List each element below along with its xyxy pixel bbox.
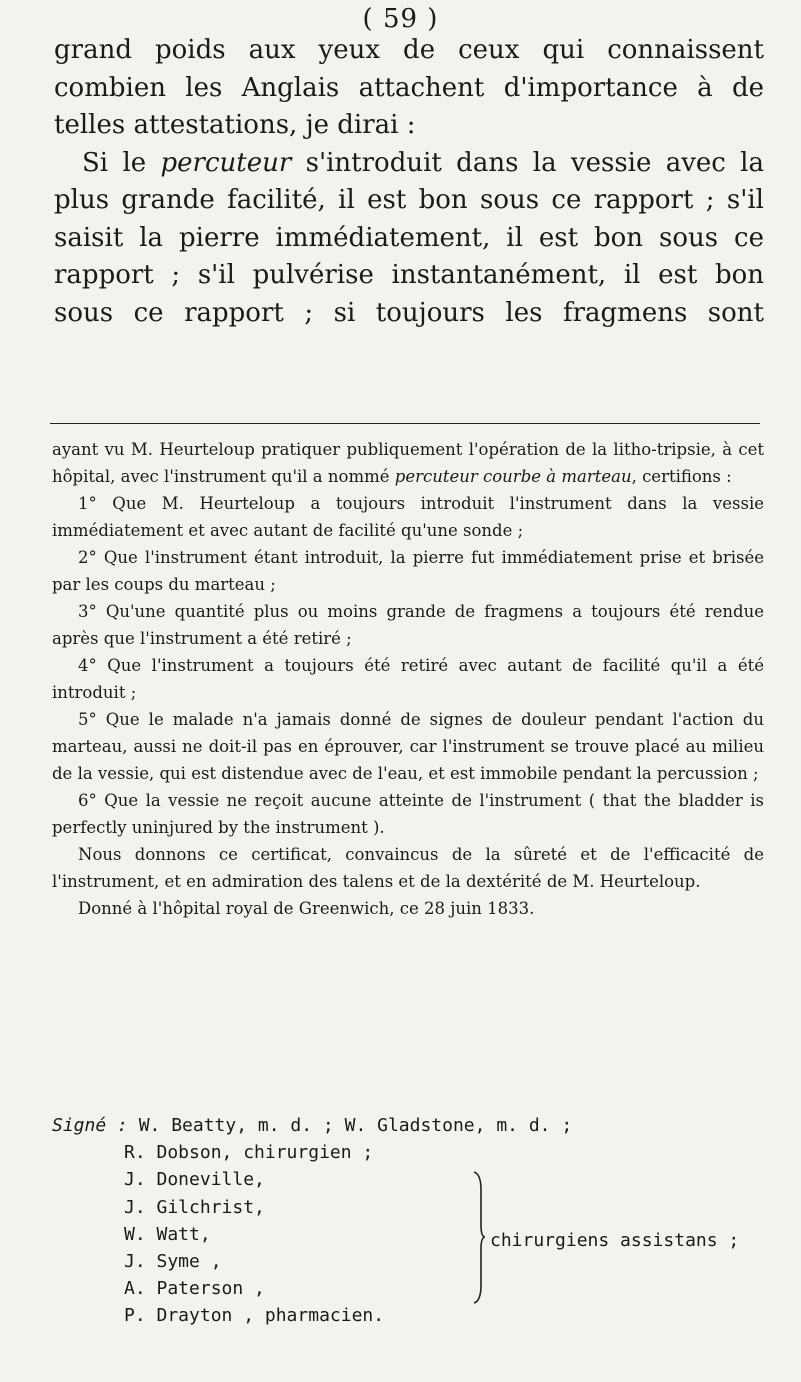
signature-name (52, 1248, 764, 1275)
text-line-3: telles attestations, je dirai : (54, 110, 416, 140)
text-line-2: combien les Anglais attachent d'importance à de (54, 72, 764, 103)
intro-start: ayant vu M. Heurteloup pratiquer publiquement l'opération de la litho-tripsie, à cet hôpital, avec l'instrument qu'il a nommé (52, 440, 764, 486)
main-text (54, 32, 764, 332)
signature-text: W. Watt, (124, 1223, 211, 1245)
paragraph-rest: s'introduit dans la vessie avec la plus grande facilité, il est bon sous ce rapport ; s'il saisit la pierre immédiatement, il est bon sous ce rapport ; s'il pulvérise instantanément, il est bon sous ce rapport ; si toujours les fragmens sont (54, 147, 764, 328)
surgeons-group-label: chirurgiens assistans ; (490, 1230, 740, 1251)
signature-name (52, 1139, 764, 1166)
footnote-block (52, 436, 764, 922)
page-number: ( 59 ) (362, 4, 439, 34)
signature-text: R. Dobson, chirurgien ; (124, 1142, 374, 1164)
signature-text: A. Paterson , (124, 1278, 265, 1300)
paragraph-lead: Si le (82, 147, 161, 178)
intro-end: , certifions : (631, 467, 732, 486)
signature-text: J. Gilchrist, (124, 1196, 265, 1218)
signature-text: P. Drayton , pharmacien. (124, 1305, 385, 1327)
paragraph-percuteur (54, 145, 764, 333)
grouping-brace (472, 1170, 486, 1305)
certificate-item-2: 2° Que l'instrument étant introduit, la pierre fut immédiatement prise et brisée par les coups du marteau ; (52, 548, 764, 594)
certificate-item-6: 6° Que la vessie ne reçoit aucune atteinte de l'instrument ( that the bladder is perfectly uninjured by the instrument ). (52, 791, 764, 837)
signature-name (52, 1275, 764, 1302)
text-line-1: grand poids aux yeux de ceux qui connaissent (54, 35, 764, 65)
certificate-date: Donné à l'hôpital royal de Greenwich, ce 28 juin 1833. (78, 899, 535, 918)
signature-name (52, 1302, 764, 1329)
signature-text: J. Syme , (124, 1251, 222, 1273)
signature-name (52, 1166, 764, 1193)
signature-first: W. Beatty, m. d. ; W. Gladstone, m. d. ; (138, 1115, 573, 1136)
intro-term: percuteur courbe à marteau (394, 467, 632, 486)
signature-label: Signé : (52, 1115, 128, 1136)
certificate-item-4: 4° Que l'instrument a toujours été retiré avec autant de facilité qu'il a été introduit ; (52, 656, 764, 702)
footnote-intro (52, 436, 764, 490)
certificate-statement: Nous donnons ce certificat, convaincus de la sûreté et de l'efficacité de l'instrument, et en admiration des talens et de la dextérité de M. Heurteloup. (52, 845, 764, 891)
term-percuteur: percuteur (160, 147, 292, 178)
certificate-item-1: 1° Que M. Heurteloup a toujours introduit l'instrument dans la vessie immédiatement et avec autant de facilité qu'une sonde ; (52, 494, 764, 540)
signature-block (52, 1112, 764, 1330)
signature-text: J. Doneville, (124, 1169, 265, 1191)
certificate-item-3: 3° Qu'une quantité plus ou moins grande de fragmens a toujours été rendue après que l'instrument a été retiré ; (52, 602, 764, 648)
certificate-item-5: 5° Que le malade n'a jamais donné de signes de douleur pendant l'action du marteau, aussi ne doit-il pas en éprouver, car l'instrument se trouve placé au milieu de la vessie, qui est distendue avec de l'eau, et est immobile pendant la percussion ; (52, 710, 764, 783)
signature-row-1 (52, 1112, 764, 1139)
signature-name (52, 1194, 764, 1221)
footnote-rule (50, 423, 760, 424)
